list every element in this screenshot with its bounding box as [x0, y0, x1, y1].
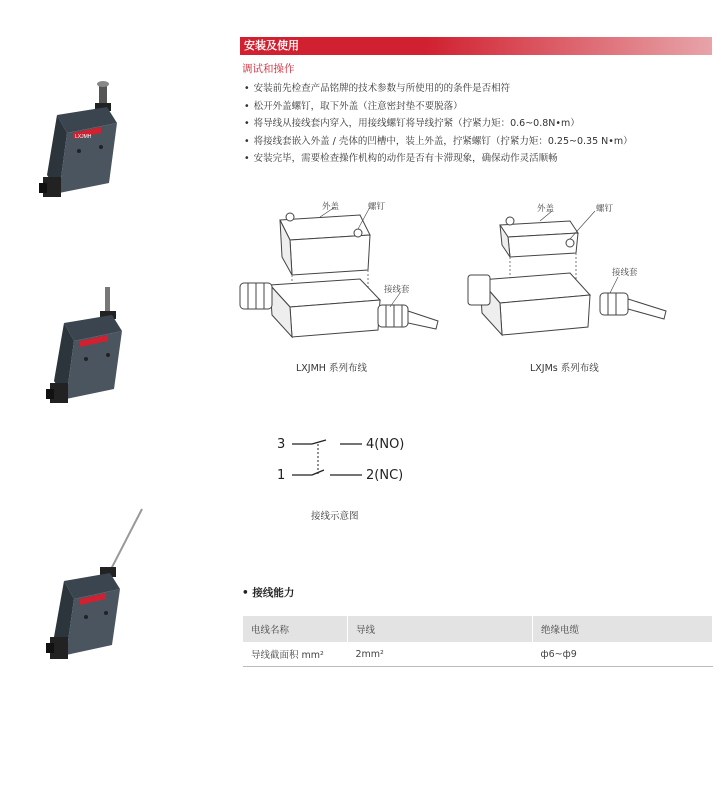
section-title: 安装及使用 [240, 37, 424, 55]
terminal-4-no: 4(NO) [366, 437, 405, 452]
label-sleeve-left: 接线套 [384, 285, 410, 295]
product-image-roller-plunger [35, 75, 125, 205]
label-sleeve-right: 接线套 [612, 268, 638, 278]
caption-schematic: 接线示意图 [311, 511, 359, 522]
terminal-2-nc: 2(NC) [366, 468, 404, 483]
diagram-lxjms [460, 195, 670, 350]
diagram-lxjmh [230, 195, 440, 350]
product-brand-label: LXJMH [75, 134, 92, 140]
column-header: 导线 [348, 616, 533, 642]
label-screw-left: 螺钉 [368, 202, 386, 212]
product-image-rod-lever [38, 505, 148, 665]
column-header: 绝缘电缆 [533, 616, 713, 642]
caption-lxjms: LXJMs 系列布线 [530, 363, 599, 374]
table-cell: 导线截面积 mm² [243, 642, 348, 667]
wiring-table [243, 616, 713, 667]
terminal-3: 3 [277, 437, 286, 452]
adjust-item: • 安装前先检查产品铭牌的技术参数与所使用的的条件是否相符 [244, 80, 633, 98]
label-cover-right: 外盖 [537, 204, 555, 214]
table-cell: 2mm² [348, 642, 533, 667]
table-cell: ф6~ф9 [533, 642, 713, 667]
column-header: 电线名称 [243, 616, 348, 642]
adjust-item: • 松开外盖螺钉，取下外盖（注意密封垫不要脱落） [244, 98, 633, 116]
adjust-item: • 将接线套嵌入外盖 / 壳体的凹槽中，装上外盖，拧紧螺钉（拧紧力矩：0.25~0.35 N•m） [244, 133, 633, 151]
table-row [243, 642, 713, 667]
section-header-bar [240, 37, 712, 55]
terminal-1: 1 [277, 468, 286, 483]
label-screw-right: 螺钉 [596, 204, 614, 214]
product-image-top-plunger [40, 285, 130, 410]
adjust-list [244, 80, 633, 168]
caption-lxjmh: LXJMH 系列布线 [296, 363, 367, 374]
adjust-item: • 安装完毕，需要检查操作机构的动作是否有卡滞现象，确保动作灵活顺畅 [244, 150, 633, 168]
table-header-row [243, 616, 713, 642]
contact-schematic [270, 430, 430, 495]
wiring-title: • 接线能力 [242, 587, 295, 599]
adjust-item: • 将导线从接线套内穿入，用接线螺钉将导线拧紧（拧紧力矩：0.6~0.8N•m） [244, 115, 633, 133]
section-header-fade [424, 37, 712, 55]
label-cover-left: 外盖 [322, 202, 340, 212]
adjust-heading: 调试和操作 [242, 63, 295, 75]
